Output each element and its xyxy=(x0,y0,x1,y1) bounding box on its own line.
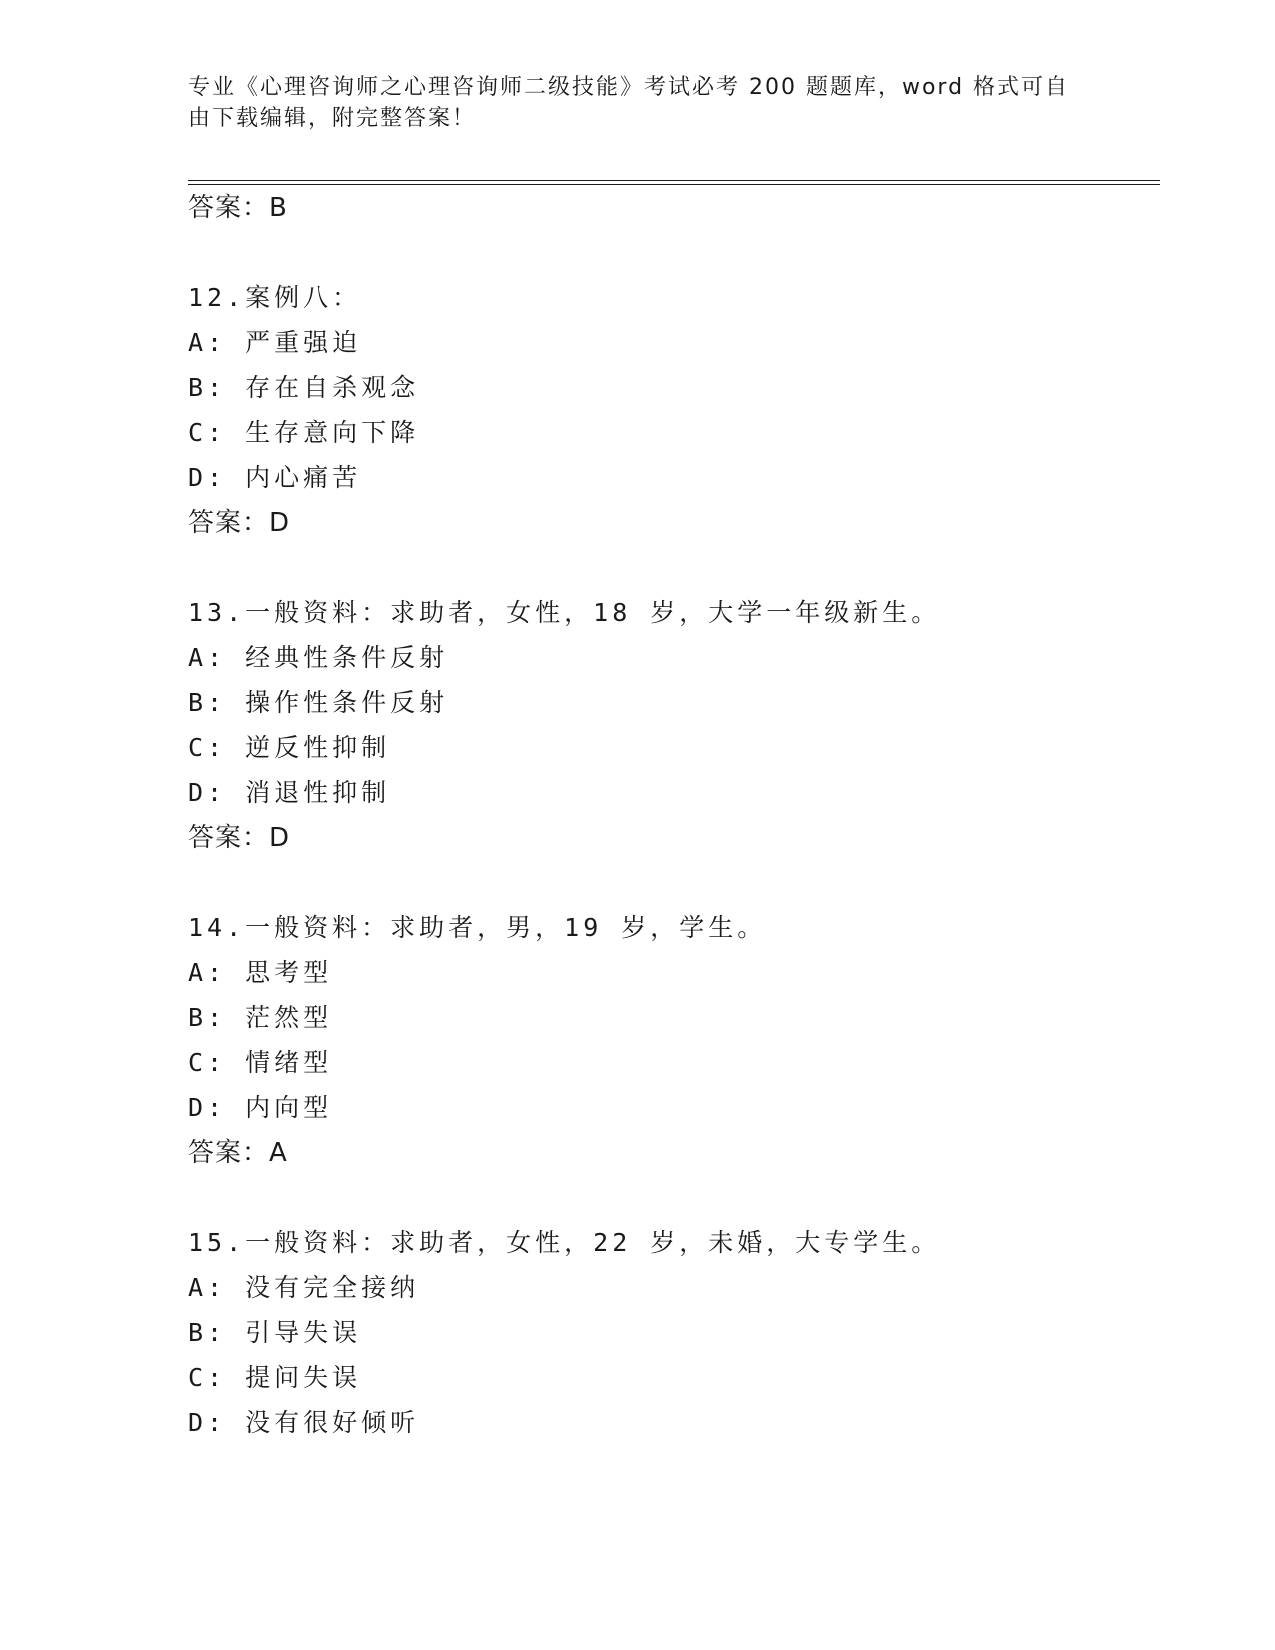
question-13-answer: 答案：D xyxy=(188,823,291,853)
question-12-option-d: D: 内心痛苦 xyxy=(188,463,362,492)
question-15-option-b: B: 引导失误 xyxy=(188,1318,362,1347)
question-15-option-c: C: 提问失误 xyxy=(188,1363,362,1392)
question-14-option-c: C: 情绪型 xyxy=(188,1048,333,1077)
document-intro: 专业《心理咨询师之心理咨询师二级技能》考试必考 200 题题库，word 格式可自由下载编辑，附完整答案！ xyxy=(188,75,1070,131)
question-13-option-d: D: 消退性抑制 xyxy=(188,778,391,807)
question-14-stem: 14.一般资料：求助者，男，19 岁，学生。 xyxy=(188,913,767,942)
question-12-option-b: B: 存在自杀观念 xyxy=(188,373,420,402)
question-15-stem: 15.一般资料：求助者，女性，22 岁，未婚，大专学生。 xyxy=(188,1228,941,1257)
question-14-option-d: D: 内向型 xyxy=(188,1093,333,1122)
question-13-stem: 13.一般资料：求助者，女性，18 岁，大学一年级新生。 xyxy=(188,598,941,627)
question-14-answer: 答案：A xyxy=(188,1138,288,1168)
question-14-option-a: A: 思考型 xyxy=(188,958,333,987)
question-13-option-b: B: 操作性条件反射 xyxy=(188,688,449,717)
header-rule-bottom xyxy=(188,184,1160,185)
header-rule-top xyxy=(188,180,1160,181)
question-14-option-b: B: 茫然型 xyxy=(188,1003,333,1032)
question-13-option-c: C: 逆反性抑制 xyxy=(188,733,391,762)
question-12-option-a: A: 严重强迫 xyxy=(188,328,362,357)
question-12-answer: 答案：D xyxy=(188,508,291,538)
answer-prev: 答案：B xyxy=(188,193,288,223)
question-13-option-a: A: 经典性条件反射 xyxy=(188,643,449,672)
question-12-stem: 12.案例八： xyxy=(188,283,362,312)
question-15-option-d: D: 没有很好倾听 xyxy=(188,1408,420,1437)
question-12-option-c: C: 生存意向下降 xyxy=(188,418,420,447)
question-15-option-a: A: 没有完全接纳 xyxy=(188,1273,420,1302)
